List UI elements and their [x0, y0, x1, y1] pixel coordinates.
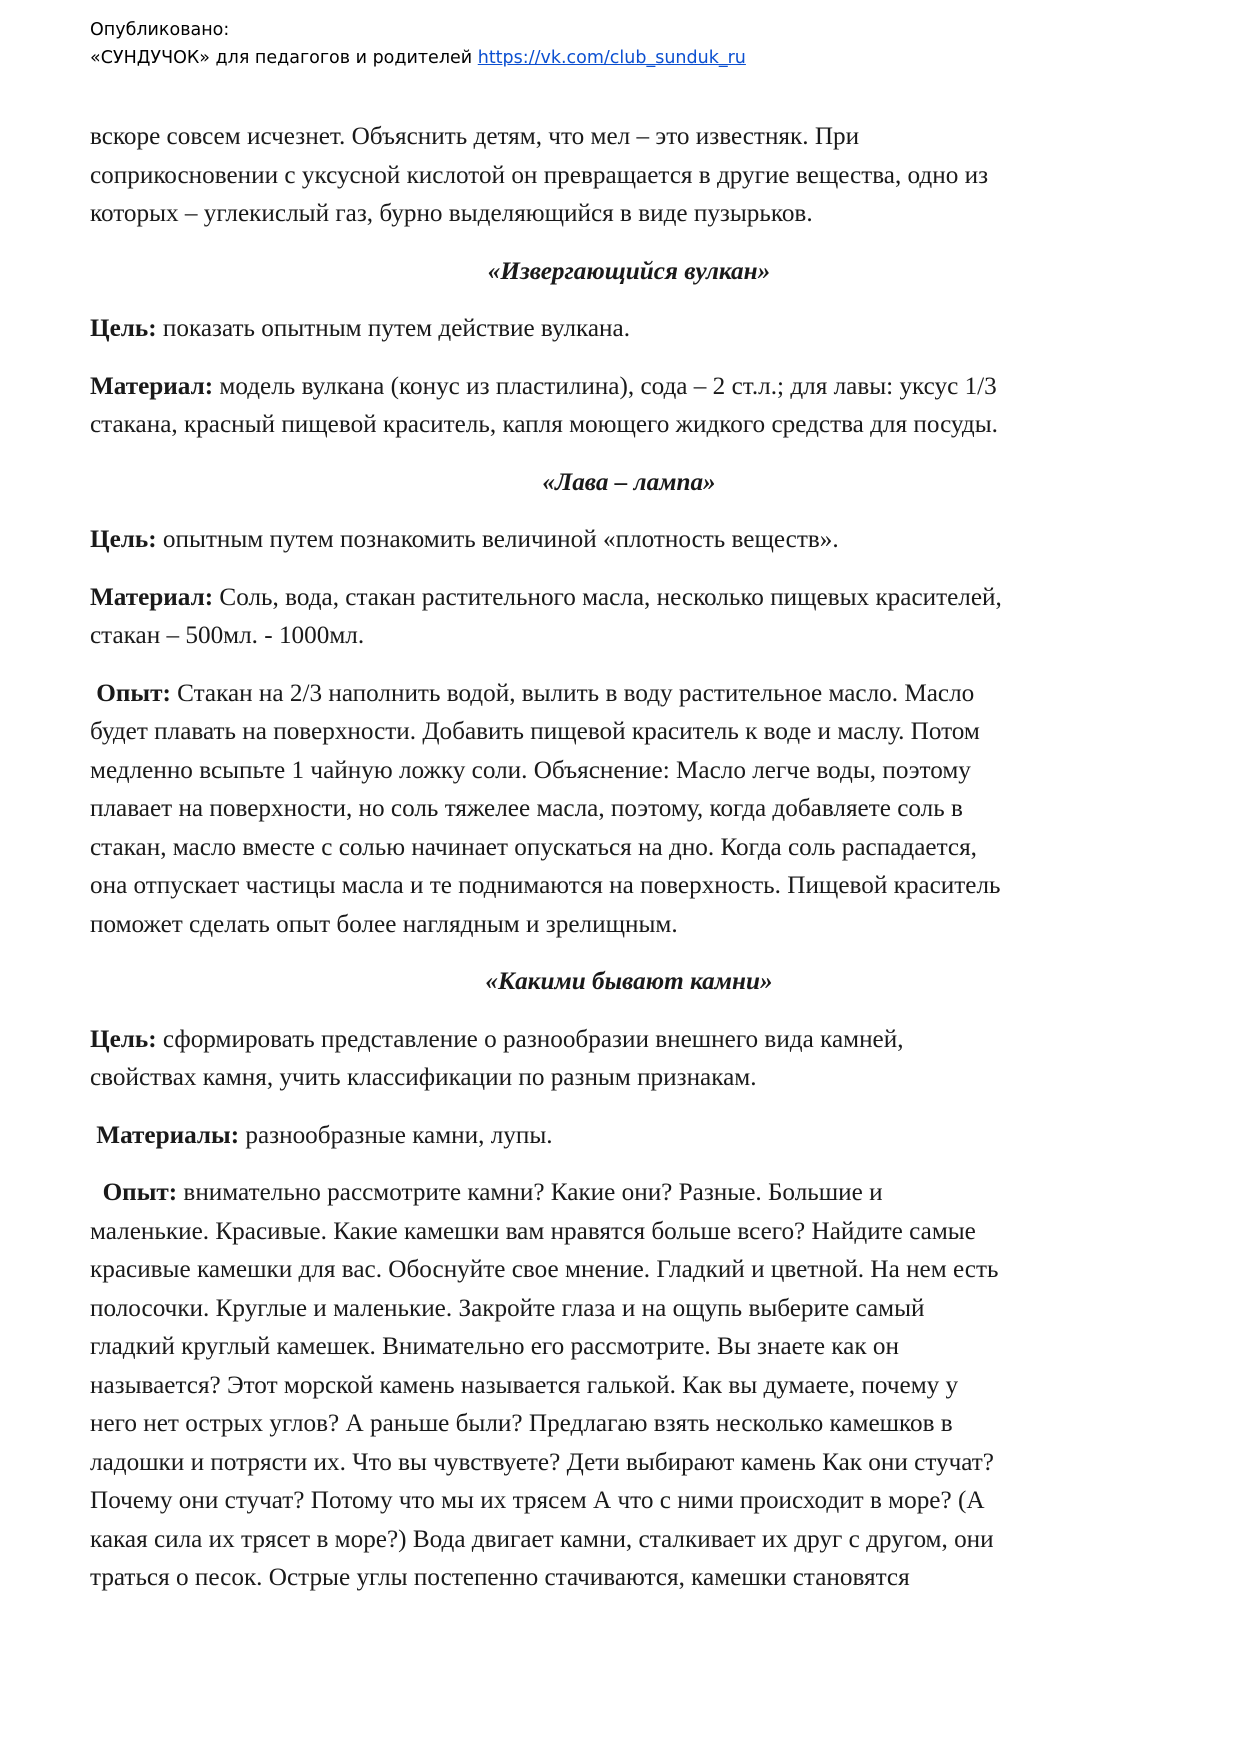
text-line: будет плавать на поверхности. Добавить пищевой краситель к воде и маслу. Потом	[90, 718, 980, 745]
text-line: красивые камешки для вас. Обоснуйте свое мнение. Гладкий и цветной. На нем есть	[90, 1256, 999, 1283]
text-line: свойствах камня, учить классификации по разным признакам.	[90, 1064, 757, 1091]
material-text: Соль, вода, стакан растительного масла, несколько пищевых красителей,	[213, 583, 1002, 611]
text-line: она отпускает частицы масла и те поднимаются на поверхность. Пищевой краситель	[90, 872, 1001, 899]
text-line: называется? Этот морской камень называется галькой. Как вы думаете, почему у	[90, 1371, 959, 1399]
text-line: стакан, масло вместе с солью начинает опускаться на дно. Когда соль распадается,	[90, 833, 977, 861]
section-title-stones: «Какими бывают камни»	[485, 968, 773, 995]
experiment-line	[90, 1174, 1168, 1213]
publication-header	[90, 16, 746, 72]
text-line: маленькие. Красивые. Какие камешки вам нравятся больше всего? Найдите самые	[90, 1217, 976, 1245]
text-line: плавает на поверхности, но соль тяжелее масла, поэтому, когда добавляете соль в	[90, 795, 963, 822]
text-line: стакана, красный пищевой краситель, капля моющего жидкого средства для посуды.	[90, 411, 998, 438]
materials-text: разнообразные камни, лупы.	[239, 1121, 553, 1149]
text-line: медленно всыпьте 1 чайную ложку соли. Объяснение: Масло легче воды, поэтому	[90, 756, 971, 784]
material-line	[90, 579, 1168, 618]
section-title-volcano: «Извергающийся вулкан»	[487, 257, 771, 285]
material-text: модель вулкана (конус из пластилина), сода – 2 ст.л.; для лавы: уксус 1/3	[213, 372, 997, 400]
text-line: Почему они стучат? Потому что мы их трясем А что с ними происходит в море? (А	[90, 1487, 985, 1514]
materials-label: Материалы:	[96, 1121, 240, 1149]
text-line: какая сила их трясет в море?) Вода двигает камни, сталкивает их друг с другом, они	[90, 1525, 994, 1553]
experiment-text: внимательно рассмотрите камни? Какие они? Разные. Большие и	[177, 1179, 883, 1206]
publisher-text: «СУНДУЧОК» для педагогов и родителей	[90, 48, 473, 68]
goal-line	[90, 1021, 1168, 1060]
text-line: гладкий круглый камешек. Внимательно его рассмотрите. Вы знаете как он	[90, 1333, 899, 1360]
publisher-line	[90, 44, 746, 72]
material-line	[90, 368, 1168, 407]
goal-text: опытным путем познакомить величиной «плотность веществ».	[156, 526, 839, 553]
goal-text: показать опытным путем действие вулкана.	[156, 315, 631, 342]
document-body	[90, 118, 1168, 1598]
goal-text: сформировать представление о разнообразии внешнего вида камней,	[156, 1025, 904, 1053]
text-line: вскоре совсем исчезнет. Объяснить детям, что мел – это известняк. При	[90, 123, 860, 150]
goal-line	[90, 521, 1168, 560]
experiment-text: Стакан на 2/3 наполнить водой, вылить в воду растительное масло. Масло	[170, 679, 975, 707]
text-line: него нет острых углов? А раньше были? Предлагаю взять несколько камешков в	[90, 1410, 953, 1437]
text-line: соприкосновении с уксусной кислотой он превращается в другие вещества, одно из	[90, 161, 989, 189]
text-line: стакан – 500мл. - 1000мл.	[90, 622, 365, 649]
material-label: Материал:	[90, 583, 214, 611]
goal-label: Цель:	[90, 1025, 157, 1053]
text-line: полосочки. Круглые и маленькие. Закройте глаза и на ощупь выберите самый	[90, 1294, 925, 1322]
materials-line	[90, 1117, 1168, 1156]
experiment-line	[90, 675, 1168, 714]
section-title-lava-lamp: «Лава – лампа»	[542, 468, 716, 496]
text-line: траться о песок. Острые углы постепенно стачиваются, камешки становятся	[90, 1564, 910, 1591]
goal-label: Цель:	[90, 315, 157, 342]
text-line: которых – углекислый газ, бурно выделяющийся в виде пузырьков.	[90, 200, 813, 227]
text-line: поможет сделать опыт более наглядным и зрелищным.	[90, 910, 678, 938]
goal-label: Цель:	[90, 526, 157, 553]
experiment-label: Опыт:	[102, 1179, 178, 1206]
goal-line	[90, 310, 1168, 349]
experiment-label: Опыт:	[96, 679, 171, 707]
material-label: Материал:	[90, 372, 214, 400]
published-label: Опубликовано:	[90, 20, 230, 40]
text-line: ладошки и потрясти их. Что вы чувствуете? Дети выбирают камень Как они стучат?	[90, 1448, 994, 1476]
vk-club-link[interactable]: https://vk.com/club_sunduk_ru	[477, 48, 746, 68]
